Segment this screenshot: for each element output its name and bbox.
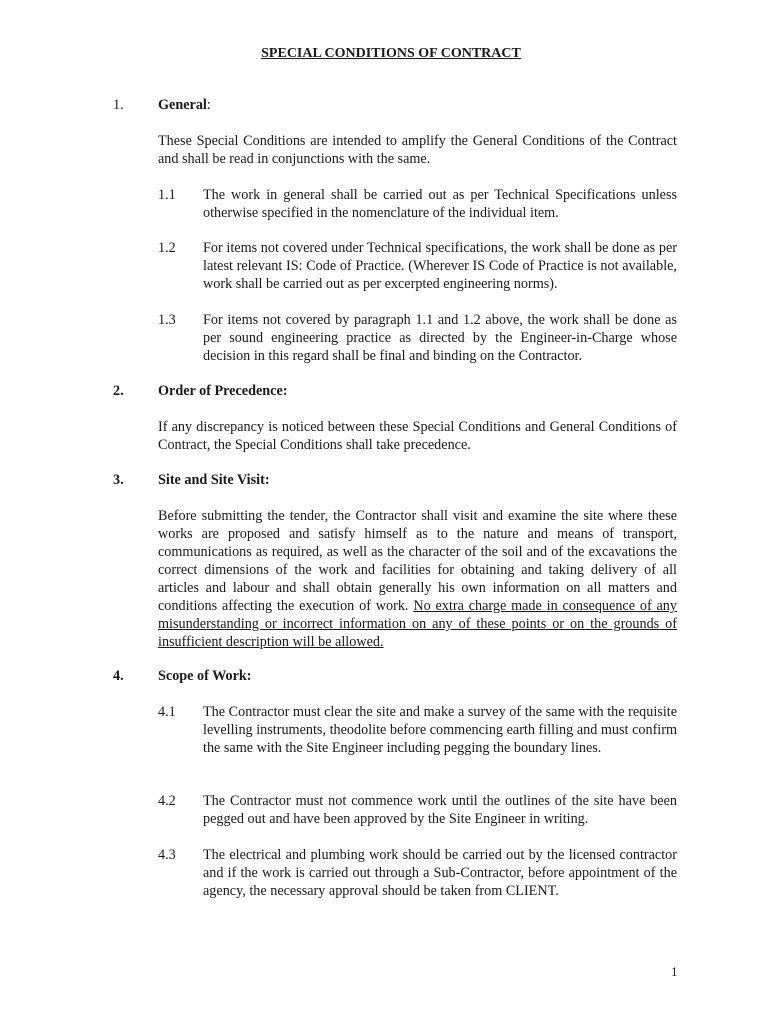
section-number: 3. [113, 472, 124, 488]
section-title: Order of Precedence: [158, 383, 288, 399]
section-paragraph [158, 507, 677, 651]
section-number: 2. [113, 383, 124, 399]
section-heading-scope-of-work [113, 667, 252, 685]
section-heading-site-visit [113, 471, 270, 489]
clause-text: For items not covered under Technical specifications, the work shall be done as per latest relevant IS: Code of Practice. (Wherever IS Code of Practice is not available, work shall be carried out as per excerpted engineering norms). [203, 240, 677, 292]
section-paragraph: These Special Conditions are intended to amplify the General Conditions of the Contract and shall be read in conjunctions with the same. [158, 133, 677, 167]
section-title-suffix: : [206, 97, 211, 113]
clause-number: 4.1 [158, 704, 176, 720]
clause-number: 4.3 [158, 847, 176, 863]
clause-1-1 [158, 186, 677, 222]
document-title: SPECIAL CONDITIONS OF CONTRACT [261, 46, 521, 61]
clause-text: For items not covered by paragraph 1.1 and 1.2 above, the work shall be done as per sound engineering practice as directed by the Engineer-in-Charge whose decision in this regard shall be final and binding on the Contractor. [203, 312, 677, 364]
clause-4-2 [158, 792, 677, 828]
section-number: 1. [113, 97, 124, 113]
clause-text: The electrical and plumbing work should be carried out by the licensed contractor and if the work is carried out through a Sub-Contractor, before appointment of the agency, the necessary approval should be taken from CLIENT. [203, 847, 677, 899]
paragraph-text: Before submitting the tender, the Contractor shall visit and examine the site where these works are proposed and satisfy himself as to the nature and means of transport, communications as required, as well as the character of the soil and of the excavations the correct dimensions of the work and facilities for obtaining and taking delivery of all articles and labour and shall obtain generally his own information on all matters and conditions affecting the execution of work. [158, 508, 677, 614]
clause-4-3 [158, 846, 677, 900]
section-heading-general [113, 96, 211, 114]
section-title: General [158, 97, 207, 113]
clause-number: 1.2 [158, 240, 176, 256]
clause-1-3 [158, 311, 677, 365]
page-number: 1 [671, 964, 678, 979]
clause-text: The Contractor must not commence work until the outlines of the site have been pegged out and have been approved by the Site Engineer in writing. [203, 793, 677, 827]
clause-text: The Contractor must clear the site and make a survey of the same with the requisite levelling instruments, theodolite before commencing earth filling and must confirm the same with the Site Engineer including pegging the boundary lines. [203, 704, 677, 756]
section-title: Site and Site Visit: [158, 472, 270, 488]
section-heading-order-of-precedence [113, 382, 287, 400]
section-number: 4. [113, 668, 124, 684]
clause-1-2 [158, 239, 677, 293]
clause-number: 1.1 [158, 187, 176, 203]
underlined-text: No extra charge made in consequence of any misunderstanding or incorrect information on any of these points or on the grounds of insufficient description will be allowed. [158, 598, 677, 650]
section-paragraph: If any discrepancy is noticed between these Special Conditions and General Conditions of Contract, the Special Conditions shall take precedence. [158, 419, 677, 453]
clause-number: 4.2 [158, 793, 176, 809]
clause-4-1 [158, 703, 677, 757]
clause-text: The work in general shall be carried out as per Technical Specifications unless otherwise specified in the nomenclature of the individual item. [203, 187, 677, 221]
section-title: Scope of Work: [158, 668, 252, 684]
clause-number: 1.3 [158, 312, 176, 328]
